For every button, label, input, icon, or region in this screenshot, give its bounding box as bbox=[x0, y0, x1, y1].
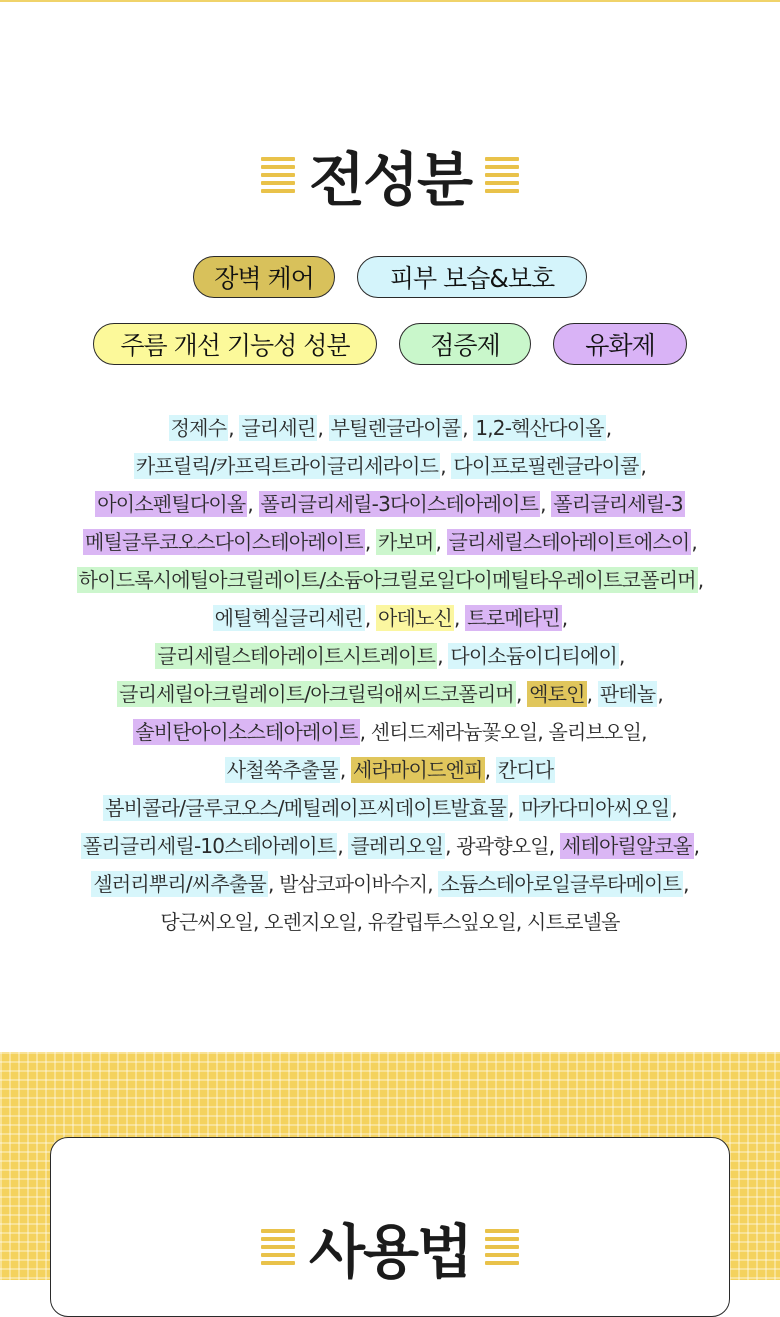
legend-row-1 bbox=[0, 256, 780, 298]
ingredient-name: 엑토인 bbox=[529, 682, 585, 706]
ingredient-name: 세테아릴알코올 bbox=[561, 834, 692, 858]
ingredient-separator: , bbox=[586, 682, 598, 706]
ingredient-separator: , bbox=[507, 796, 520, 820]
ingredient-separator: , bbox=[683, 872, 689, 896]
ingredients-list bbox=[0, 409, 780, 941]
ingredient-separator: , bbox=[317, 416, 329, 440]
ingredient-name: 봄비콜라/글루코오스/메틸레이프씨데이트발효물 bbox=[105, 796, 506, 820]
ingredient-name: 하이드록시에틸아크릴레이트/소듐아크릴로일다이메틸타우레이트코폴리머 bbox=[78, 568, 696, 592]
ingredient-line bbox=[0, 789, 780, 827]
ingredient-name: 폴리글리세릴-3다이스테아레이트 bbox=[260, 492, 539, 516]
ingredient-name: 카프릴릭/카프릭트라이글리세라이드 bbox=[135, 454, 439, 478]
ingredient-separator: , bbox=[484, 758, 496, 782]
ingredient-separator: , bbox=[339, 758, 351, 782]
tag-emulsifier: 유화제 bbox=[553, 323, 687, 365]
ingredient-name: 에틸헥실글리세린 bbox=[214, 606, 363, 630]
ingredient-separator: , bbox=[364, 530, 376, 554]
tag-moisture-protect: 피부 보습&보호 bbox=[357, 256, 587, 298]
ingredients-title: 전성분 bbox=[308, 146, 472, 214]
ingredient-name: 글리세릴아크릴레이트/아크릴릭애씨드코폴리머 bbox=[119, 682, 514, 706]
ingredient-line bbox=[0, 713, 780, 751]
ingredient-name: 글리세릴스테아레이트에스이 bbox=[448, 530, 690, 554]
top-divider bbox=[0, 0, 780, 2]
ingredient-line bbox=[0, 675, 780, 713]
ingredient-line bbox=[0, 903, 780, 941]
ingredient-separator: , bbox=[640, 454, 647, 478]
ingredient-line bbox=[0, 599, 780, 637]
ingredient-separator: , 광곽향오일, bbox=[445, 834, 560, 858]
ingredient-separator: , bbox=[671, 796, 677, 820]
ingredient-name: 부틸렌글라이콜 bbox=[330, 416, 461, 440]
ingredient-separator: , bbox=[435, 530, 447, 554]
ingredient-separator: 당근씨오일, 오렌지오일, 유칼립투스잎오일, 시트로넬올 bbox=[160, 910, 620, 934]
ingredient-name: 1,2-헥산다이올 bbox=[475, 416, 604, 440]
ingredient-name: 폴리글리세릴-3 bbox=[553, 492, 683, 516]
title-decoration-right bbox=[485, 1229, 519, 1265]
ingredient-line bbox=[0, 827, 780, 865]
ingredient-separator: , bbox=[691, 530, 697, 554]
ingredient-name: 마카다미아씨오일 bbox=[521, 796, 670, 820]
usage-title: 사용법 bbox=[308, 1218, 472, 1286]
ingredient-separator: , bbox=[561, 606, 568, 630]
ingredient-line bbox=[0, 561, 780, 599]
ingredient-separator: , bbox=[364, 606, 376, 630]
ingredient-separator: , bbox=[693, 834, 700, 858]
ingredient-separator: , bbox=[619, 644, 625, 668]
ingredient-name: 아데노신 bbox=[377, 606, 453, 630]
ingredient-name: 소듐스테아로일글루타메이트 bbox=[440, 872, 682, 896]
ingredient-separator: , bbox=[697, 568, 704, 592]
ingredient-separator: , bbox=[515, 682, 528, 706]
legend-row-2 bbox=[0, 323, 780, 365]
ingredient-line bbox=[0, 523, 780, 561]
ingredient-name: 다이프로필렌글라이콜 bbox=[453, 454, 639, 478]
ingredient-line bbox=[0, 751, 780, 789]
ingredient-name: 카보머 bbox=[377, 530, 434, 554]
ingredient-separator: , bbox=[605, 416, 612, 440]
ingredient-separator: , bbox=[462, 416, 474, 440]
title-decoration-left bbox=[261, 157, 295, 193]
ingredient-separator: , bbox=[657, 682, 663, 706]
ingredient-name: 폴리글리세릴-10스테아레이트 bbox=[82, 834, 336, 858]
ingredient-name: 셀러리뿌리/씨추출물 bbox=[93, 872, 266, 896]
title-decoration-left bbox=[261, 1229, 295, 1265]
ingredient-separator: , bbox=[228, 416, 240, 440]
ingredient-separator: , bbox=[454, 606, 466, 630]
ingredient-line bbox=[0, 637, 780, 675]
ingredient-name: 세라마이드엔피 bbox=[352, 758, 483, 782]
ingredient-line bbox=[0, 409, 780, 447]
ingredient-name: 칸디다 bbox=[497, 758, 554, 782]
ingredient-line bbox=[0, 447, 780, 485]
ingredient-separator: , bbox=[437, 644, 449, 668]
ingredient-name: 판테놀 bbox=[599, 682, 656, 706]
ingredient-line bbox=[0, 865, 780, 903]
ingredient-separator: , 센티드제라늄꽃오일, 올리브오일, bbox=[359, 720, 647, 744]
tag-thickener: 점증제 bbox=[399, 323, 531, 365]
usage-title-row bbox=[0, 1205, 780, 1289]
ingredient-name: 글리세릴스테아레이트시트레이트 bbox=[157, 644, 436, 668]
tag-wrinkle-functional: 주름 개선 기능성 성분 bbox=[93, 323, 377, 365]
ingredient-name: 다이소듐이디티에이 bbox=[450, 644, 618, 668]
ingredient-name: 솔비탄아이소스테아레이트 bbox=[135, 720, 358, 744]
ingredient-name: 아이소펜틸다이올 bbox=[97, 492, 246, 516]
tag-barrier-care: 장벽 케어 bbox=[193, 256, 335, 298]
ingredient-name: 클레리오일 bbox=[350, 834, 444, 858]
ingredient-line bbox=[0, 485, 780, 523]
ingredient-separator: , 발삼코파이바수지, bbox=[267, 872, 439, 896]
title-decoration-right bbox=[485, 157, 519, 193]
ingredient-name: 사철쑥추출물 bbox=[226, 758, 338, 782]
ingredient-name: 트로메타민 bbox=[467, 606, 560, 630]
ingredient-name: 메틸글루코오스다이스테아레이트 bbox=[85, 530, 363, 554]
ingredient-separator: , bbox=[247, 492, 259, 516]
ingredients-title-row bbox=[0, 133, 780, 217]
ingredient-separator: , bbox=[540, 492, 552, 516]
ingredient-name: 글리세린 bbox=[241, 416, 316, 440]
ingredient-name: 정제수 bbox=[170, 416, 227, 440]
ingredient-separator: , bbox=[337, 834, 349, 858]
ingredient-separator: , bbox=[440, 454, 452, 478]
